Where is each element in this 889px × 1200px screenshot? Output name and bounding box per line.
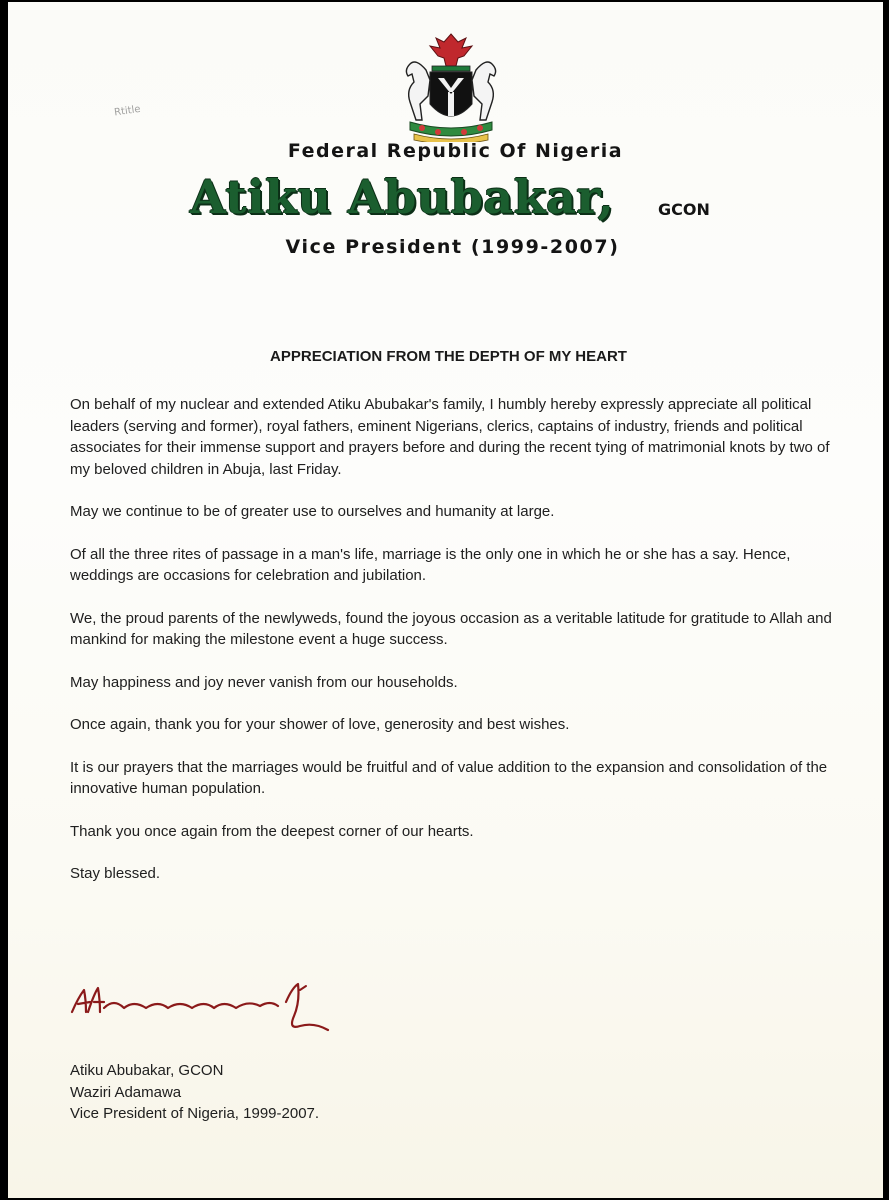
paragraph-deepest-corner: Thank you once again from the deepest corner of our hearts.	[70, 822, 474, 840]
paragraph-thank-you: Once again, thank you for your shower of love, generosity and best wishes.	[70, 716, 570, 733]
paragraph-appreciation: On behalf of my nuclear and extended Atiku Abubakar's family, I humbly hereby expressly appreciate all political leaders (serving and former), royal fathers, eminent Nigerians, clerics, captains of industry, friends and political associates for their immense support and prayers before and during the recent tying of matrimonial knots by two of my beloved children in Abuja, last Friday.	[70, 396, 830, 478]
letterhead-republic: Federal Republic Of Nigeria	[287, 140, 624, 162]
letter-body	[70, 394, 840, 906]
paragraph-happiness: May happiness and joy never vanish from our households.	[70, 673, 458, 691]
paragraph-stay-blessed: Stay blessed.	[70, 865, 161, 882]
svg-text:Rtitle: Rtitle	[113, 103, 142, 119]
signoff-office: Vice President of Nigeria, 1999-2007.	[70, 1105, 320, 1122]
paragraph-greater-use: May we continue to be of greater use to ourselves and humanity at large.	[70, 503, 555, 520]
signoff-title: Waziri Adamawa	[70, 1083, 182, 1101]
letterhead-office: Vice President (1999-2007)	[285, 236, 620, 258]
signoff-block	[70, 1060, 319, 1125]
letterhead-name: Atiku Abubakar,	[190, 170, 615, 224]
paragraph-rites-of-passage: Of all the three rites of passage in a man's life, marriage is the only one in which he or she has a say. Hence, weddings are occasions for celebration and jubilation.	[70, 545, 791, 584]
coat-of-arms-icon	[392, 30, 510, 142]
stamp-mark-icon	[112, 98, 158, 120]
paragraph-prayers: It is our prayers that the marriages would be fruitful and of value addition to the expansion and consolidation of the innovative human population.	[70, 758, 828, 797]
signature-icon	[64, 972, 344, 1042]
letter-page	[8, 2, 883, 1198]
letter-heading: APPRECIATION FROM THE DEPTH OF MY HEART	[270, 348, 627, 365]
letterhead-honour: GCON	[658, 200, 710, 219]
signoff-name: Atiku Abubakar, GCON	[70, 1062, 224, 1079]
paragraph-proud-parents: We, the proud parents of the newlyweds, found the joyous occasion as a veritable latitude for gratitude to Allah and mankind for making the milestone event a huge success.	[70, 609, 832, 648]
